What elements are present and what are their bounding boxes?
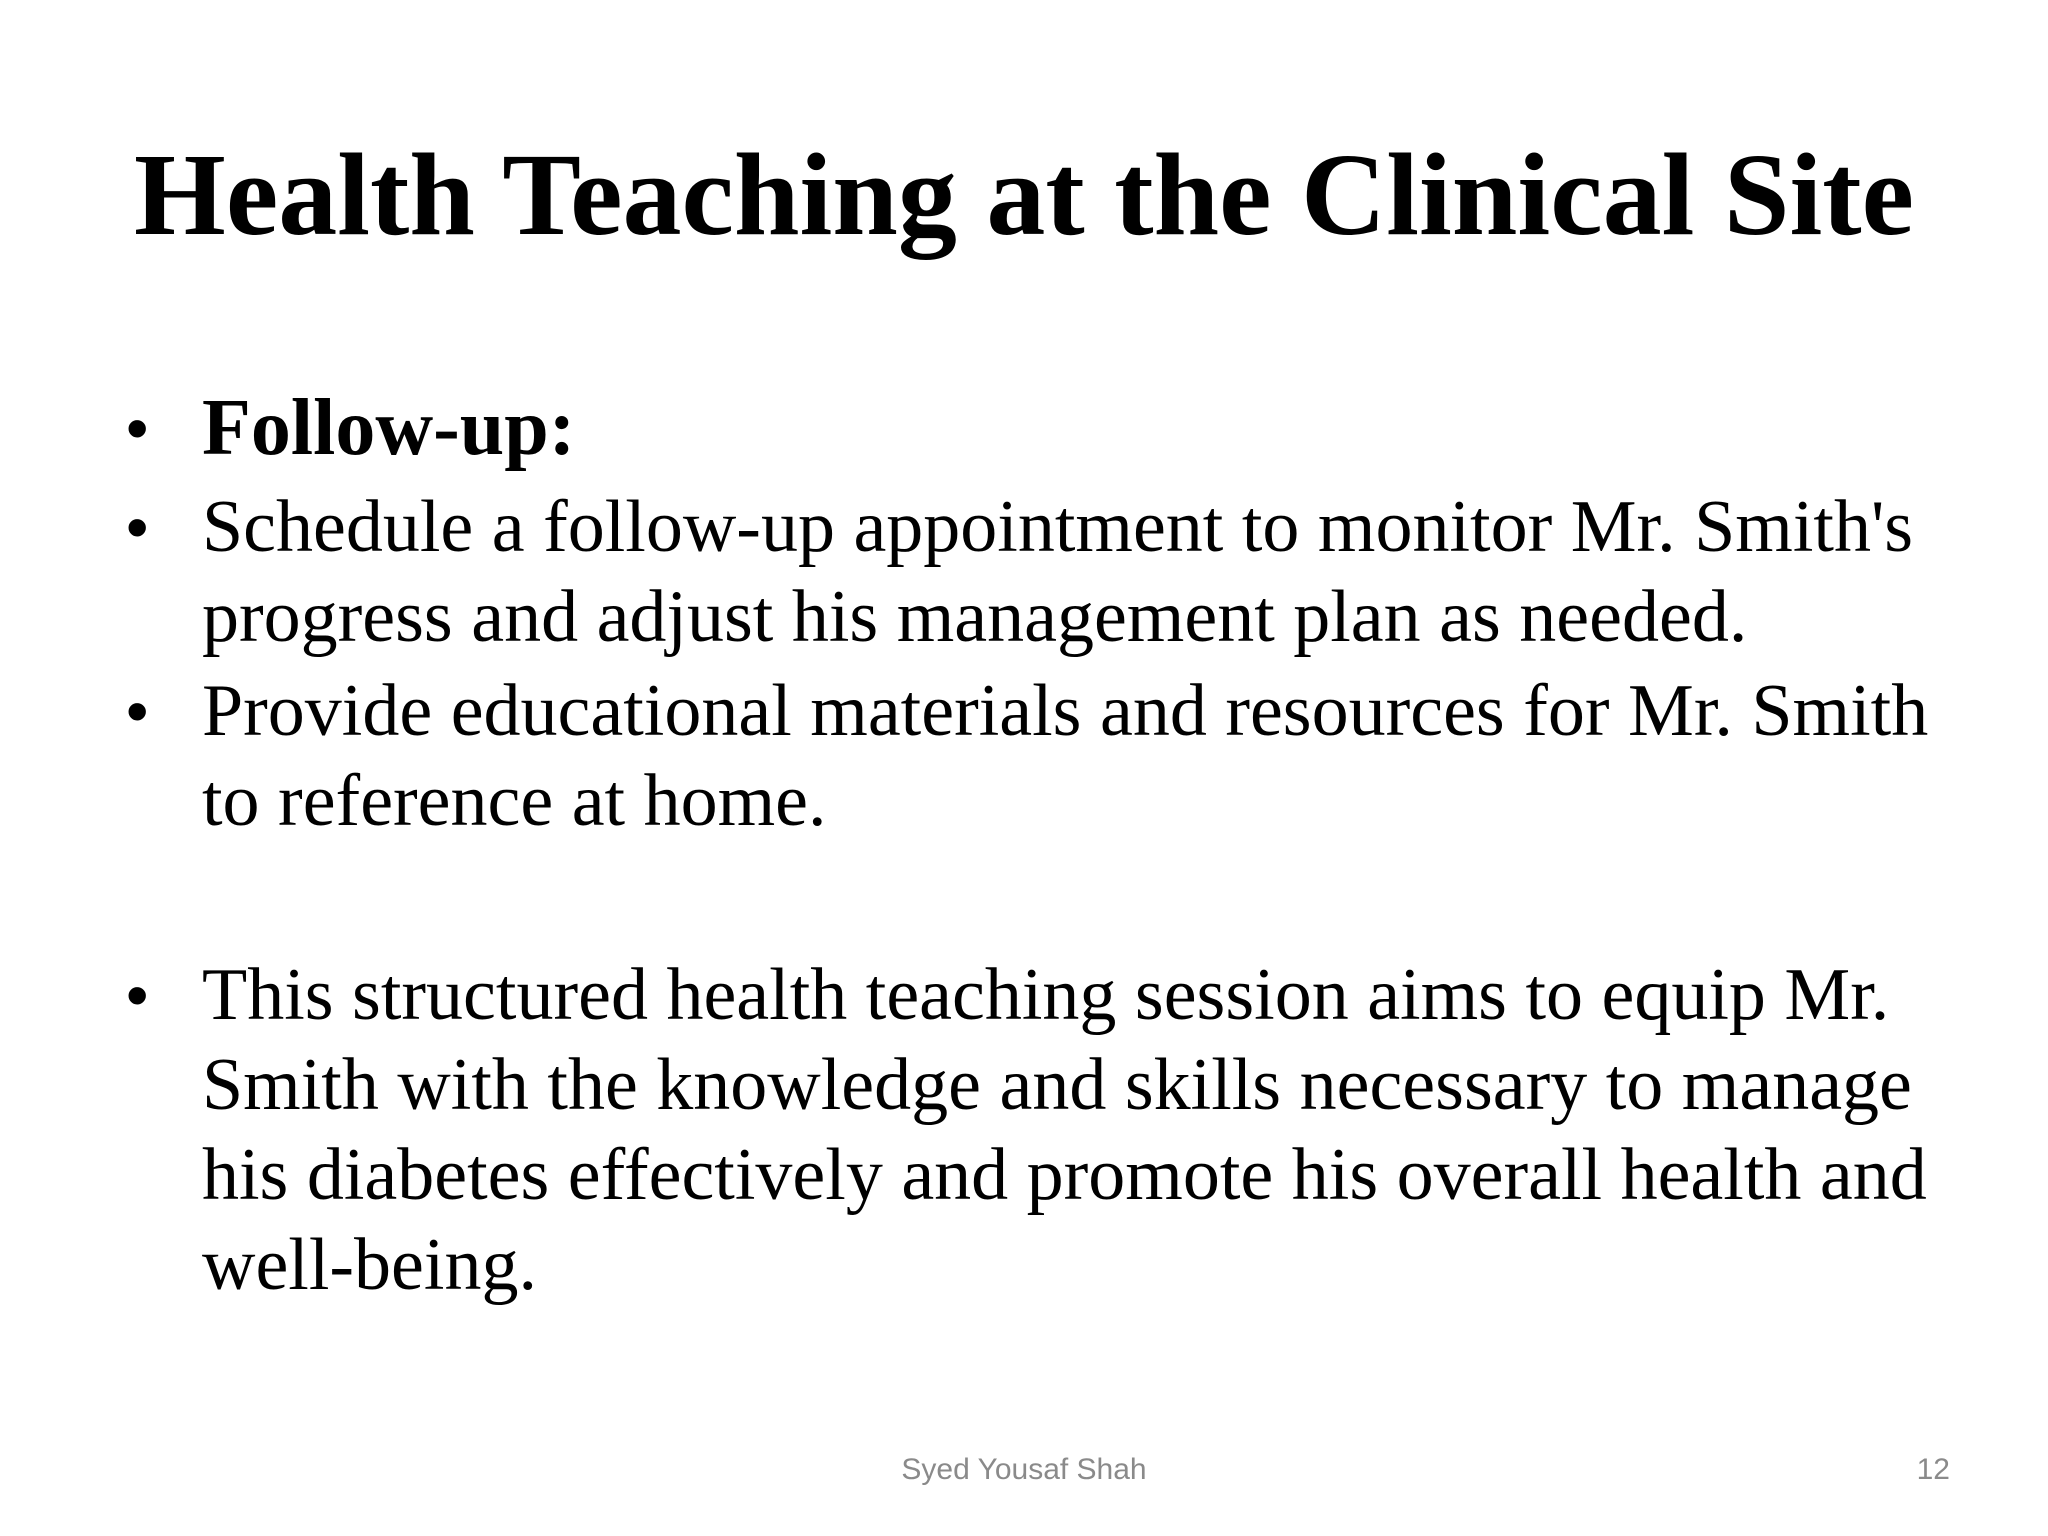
bullet-item-materials bbox=[120, 666, 1960, 846]
bullet-text: Provide educational materials and resources for Mr. Smith to reference at home. bbox=[202, 670, 1929, 842]
footer-author: Syed Yousaf Shah bbox=[901, 1453, 1147, 1486]
bullet-item-schedule bbox=[120, 482, 1960, 662]
bullet-text: Schedule a follow-up appointment to monitor Mr. Smith's progress and adjust his management plan as needed. bbox=[202, 486, 1914, 658]
bullet-list bbox=[120, 378, 1960, 1310]
bullet-icon: • bbox=[126, 491, 149, 563]
bullet-item-summary bbox=[120, 950, 1960, 1310]
bullet-text: This structured health teaching session aims to equip Mr. Smith with the knowledge and skills necessary to manage his diabetes effectively and promote his overall health and well-being. bbox=[202, 954, 1927, 1306]
bullet-icon: • bbox=[126, 959, 149, 1031]
bullet-text: Follow-up: bbox=[202, 384, 576, 472]
page-number: 12 bbox=[1916, 1453, 1950, 1486]
bullet-icon: • bbox=[126, 675, 149, 747]
slide-title: Health Teaching at the Clinical Site bbox=[134, 129, 1914, 260]
bullet-item-follow-up bbox=[120, 378, 1960, 478]
bullet-icon: • bbox=[126, 392, 149, 464]
